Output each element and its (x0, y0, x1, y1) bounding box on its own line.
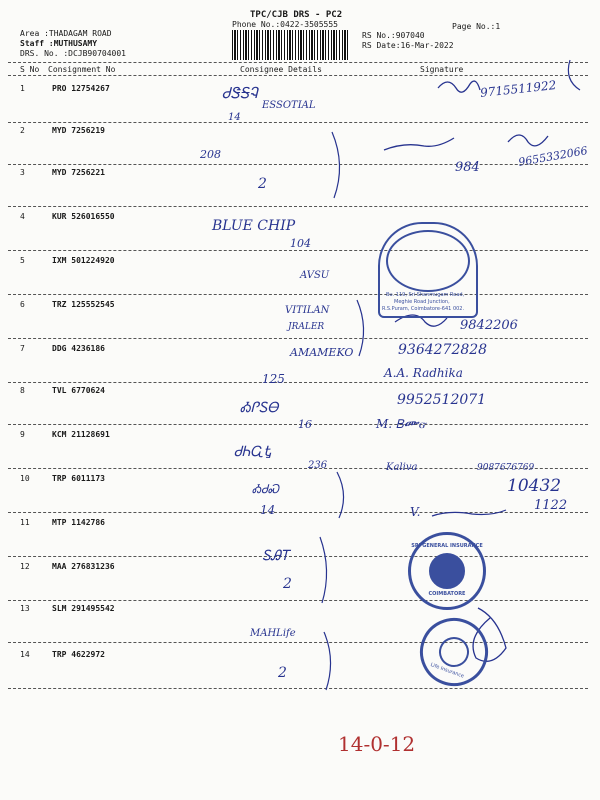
row-sno: 2 (20, 126, 25, 135)
col-consignee: Consignee Details (240, 65, 322, 74)
page-number: Page No.:1 (452, 22, 501, 31)
handwriting-row4-no: 104 (290, 237, 311, 250)
handwriting-row5: AVSU (300, 270, 330, 281)
row-sno: 6 (20, 300, 25, 309)
company-stamp-rect-line3: R.S.Puram, Coimbatore-641 002. (382, 306, 465, 312)
company-stamp-rect (378, 222, 478, 318)
row-consignment-no: MYD 7256219 (52, 126, 105, 135)
handwriting-row10-code: 10432 (507, 476, 562, 496)
row-consignment-no: TRZ 125552545 (52, 300, 115, 309)
handwriting-row9-no: 236 (308, 460, 328, 471)
footer-handwriting: 14-0-12 (338, 732, 416, 756)
row-consignment-no: KUR 526016550 (52, 212, 115, 221)
rs-date: RS Date:16-Mar-2022 (362, 41, 454, 50)
handwriting-row9-sig: Kaliva (386, 462, 418, 473)
row-sno: 13 (20, 604, 30, 613)
col-consignment: Consignment No (48, 65, 116, 74)
handwriting-row6-phone: 9842206 (460, 318, 518, 333)
row-consignment-no: PRO 12754267 (52, 84, 110, 93)
handwriting-row10: ᎣᏧᏍ (252, 482, 279, 496)
handwriting-row9: ᏧᏂᏩᎿ (234, 444, 272, 460)
row-consignment-no: TRP 6011173 (52, 474, 105, 483)
row-consignment-no: DDG 4236186 (52, 344, 105, 353)
handwriting-row2-phone: 9655332066 (517, 144, 589, 169)
row-sno: 10 (20, 474, 30, 483)
handwriting-row12: ᏚᎯᎢ (262, 548, 290, 564)
handwriting-row2: 208 (200, 148, 221, 161)
row-sno: 1 (20, 84, 25, 93)
insurance-stamp-bottom: COIMBATORE (428, 591, 466, 597)
handwriting-row8-sig: M. Ᏼᎀᏻ (376, 417, 426, 431)
insurance-stamp-top: SRI GENERAL INSURANCE (411, 543, 483, 549)
handwriting-row7-no: 125 (262, 372, 285, 386)
company-stamp-rect-ring (386, 230, 470, 292)
row-sno: 9 (20, 430, 25, 439)
row-consignment-no: MAA 276831236 (52, 562, 115, 571)
row-consignment-no: MTP 1142786 (52, 518, 105, 527)
row-sno: 7 (20, 344, 25, 353)
row-sno: 12 (20, 562, 30, 571)
handwriting-row8-no: 16 (298, 418, 312, 431)
handwriting-row10-code2: 1122 (534, 498, 568, 513)
col-sno: S No (20, 65, 40, 74)
row-consignment-no: IXM 501224920 (52, 256, 115, 265)
insurance-stamp (408, 532, 486, 610)
row-consignment-no: KCM 21128691 (52, 430, 110, 439)
staff-label: Staff :MUTHUSAMY (20, 39, 98, 48)
handwriting-row8-phone: 9952512071 (397, 392, 487, 408)
rs-number: RS No.:907040 (362, 31, 425, 40)
row-consignment-no: TRP 4622972 (52, 650, 105, 659)
handwriting-row1-phone: 9715511922 (479, 78, 557, 100)
handwriting-row10-sig: V. (410, 505, 421, 519)
company-stamp-rect-line1: Bu. 119, Sri Shanmugam Road, (386, 292, 465, 298)
handwriting-row10-no: 14 (260, 503, 276, 517)
insurance-stamp-inner (429, 553, 465, 589)
row-consignment-no: MYD 7256221 (52, 168, 105, 177)
handwriting-row9-phone: 9087676769 (477, 463, 535, 473)
row-sno: 14 (20, 650, 30, 659)
doc-title: TPC/CJB DRS - PC2 (250, 10, 343, 20)
handwriting-row2-sig: 984 (455, 160, 480, 175)
phone-number: Phone No.:0422-3505555 (232, 20, 338, 29)
handwriting-row12-qty: 2 (283, 576, 292, 592)
handwriting-row7-sig: A.A. Radhika (384, 366, 463, 380)
drs-number: DRS. No. :DCJB90704001 (20, 49, 126, 58)
handwriting-row4: BLUE CHIP (212, 218, 296, 234)
row-consignment-no: SLM 291495542 (52, 604, 115, 613)
area-label: Area :THADAGAM ROAD (20, 29, 112, 38)
handwriting-row6: VITILAN (285, 305, 330, 316)
row-sno: 4 (20, 212, 25, 221)
col-signature: Signature (420, 65, 464, 74)
handwriting-row13: MAHLife (250, 628, 296, 639)
handwriting-row6-b: JRALER (288, 322, 325, 332)
handwriting-row2-qty: 2 (258, 176, 267, 192)
handwriting-row1-no: 14 (228, 112, 241, 123)
handwriting-row7-phone: 9364272828 (398, 342, 488, 358)
handwriting-row1-name: ESSOTIAL (262, 100, 316, 111)
life-stamp-text: Life Insurance (429, 661, 465, 680)
handwriting-row8: ᎣᎵᏚᎾ (240, 400, 279, 416)
handwriting-row7: AMAMEKO (290, 346, 354, 359)
row-sno: 3 (20, 168, 25, 177)
company-stamp-rect-line2: Meghie Road Junction, (394, 299, 450, 305)
row-sno: 11 (20, 518, 30, 527)
row-consignment-no: TVL 6770624 (52, 386, 105, 395)
row-sno: 8 (20, 386, 25, 395)
handwriting-row14-qty: 2 (278, 665, 287, 681)
row-sno: 5 (20, 256, 25, 265)
handwriting-row1: ᏧᏕᎦᎸ (222, 84, 258, 102)
